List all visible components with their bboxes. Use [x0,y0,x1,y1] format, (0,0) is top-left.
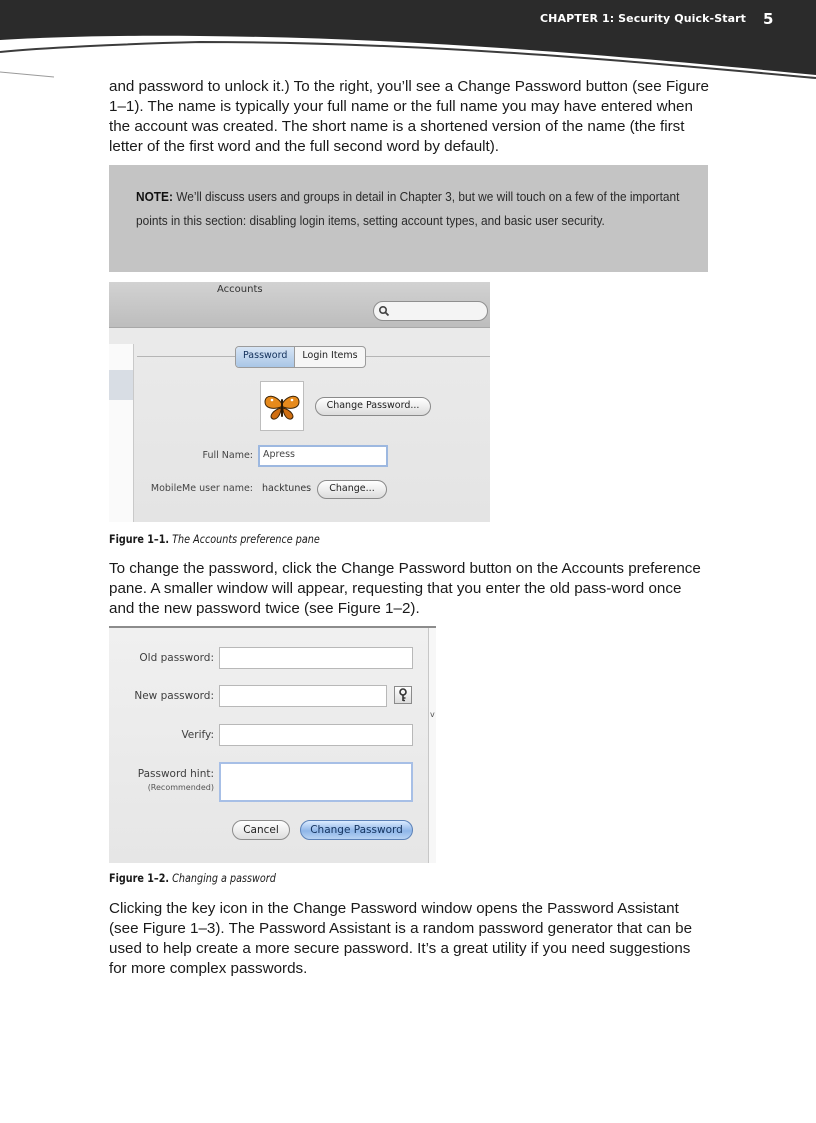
new-password-label: New password: [134,690,214,702]
user-picture[interactable] [260,381,304,431]
full-name-label: Full Name: [202,450,253,461]
note-box [109,165,708,272]
change-password-button[interactable]: Change Password... [315,397,431,416]
accounts-sidebar[interactable] [109,344,134,522]
verify-field[interactable] [219,724,413,746]
old-password-field[interactable] [219,647,413,669]
old-password-label: Old password: [139,652,214,664]
sidebar-selected-row[interactable] [109,370,133,400]
new-password-field[interactable] [219,685,387,707]
window-toolbar [109,282,490,328]
password-assistant-button[interactable] [394,686,412,704]
mobileme-value: hacktunes [262,483,312,494]
key-icon [395,687,411,703]
mobileme-label: MobileMe user name: [150,483,253,494]
tab-password[interactable]: Password [236,347,295,367]
figure-change-password-sheet [109,626,436,863]
page-number: 5 [763,10,774,28]
tab-login-items[interactable]: Login Items [302,350,358,361]
window-title: Accounts [217,284,263,295]
figure-2-title: Changing a password [172,872,276,885]
password-hint-label: Password hint: [137,768,214,780]
verify-label: Verify: [181,729,214,741]
sheet-edge [428,628,436,863]
password-hint-field[interactable] [219,762,413,802]
note-label: NOTE: [136,189,173,204]
figure-1-title: The Accounts preference pane [172,533,320,546]
figure-1-label: Figure 1–1. [109,533,170,546]
figure-accounts-pane [109,282,490,522]
figure-2-label: Figure 1–2. [109,872,170,885]
cancel-button[interactable]: Cancel [232,820,290,840]
password-hint-sublabel: (Recommended) [147,783,214,792]
full-name-field[interactable]: Apress [258,445,388,467]
butterfly-icon [261,382,303,430]
figure-2-caption [109,872,276,885]
change-password-submit-button[interactable]: Change Password [300,820,413,840]
paragraph-3: Clicking the key icon in the Change Password window opens the Password Assistant (see Figure 1–3). The Password Assistant is a random password generator that can be used to help create a more secure password. It’s a great utility if you need suggestions for more complex passwords. [109,900,693,977]
search-field[interactable] [373,301,488,321]
page-header [0,0,816,80]
truncated-glyph: v [430,710,435,719]
figure-1-caption [109,533,320,546]
magnifier-icon [378,305,390,317]
change-mobileme-button[interactable]: Change... [317,480,387,499]
paragraph-2: To change the password, click the Change Password button on the Accounts preference pane. A smaller window will appear, requesting that you enter the old pass-word once and the new password twice (see Figure 1–2). [109,560,701,617]
note-text [136,185,687,233]
note-body: We’ll discuss users and groups in detail in Chapter 3, but we will touch on a few of the important points in this section: disabling login items, setting account types, and basic user security. [136,189,680,228]
paragraph-1: and password to unlock it.) To the right, you’ll see a Change Password button (see Figure 1–1). The name is typically your full name or the full name you may have entered when the account was created. The short name is a shortened version of the name (the first letter of the first word and the full second word by default). [109,78,709,155]
chapter-title: CHAPTER 1: Security Quick-Start [540,12,746,25]
tab-bar [235,346,366,368]
